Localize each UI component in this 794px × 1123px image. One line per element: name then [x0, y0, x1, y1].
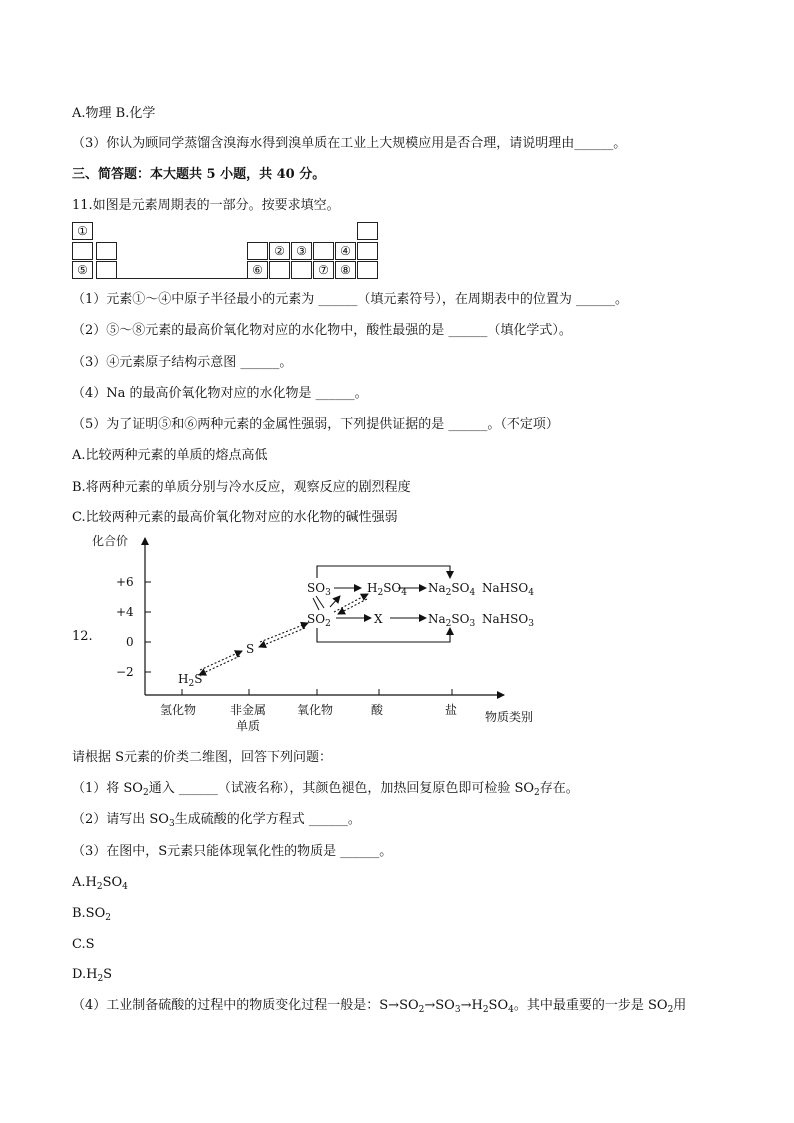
q11-sub4: （4）Na 的最高价氧化物对应的水化物是 ______。 — [72, 386, 368, 401]
q11-option-c: C.比较两种元素的最高价氧化物对应的水化物的碱性强弱 — [72, 510, 398, 525]
bracket-so3-na2so4 — [317, 566, 450, 578]
q12-sub3: （3）在图中，S元素只能体现氧化性的物质是 ______。 — [72, 844, 393, 859]
dashed-so2-s — [259, 628, 305, 647]
y-tick-label-plus4: +4 — [116, 605, 134, 619]
q12-option-c: C.S — [72, 937, 95, 952]
species-na2so4: $Na_2SO_4$ — [428, 581, 476, 598]
x-tick-label-acid: 酸 — [371, 703, 384, 717]
table-cell-empty — [269, 261, 290, 279]
table-cell-empty — [357, 222, 378, 240]
q12-intro: 请根据 S元素的价类二维图，回答下列问题： — [72, 750, 333, 765]
table-cell-empty — [96, 261, 117, 279]
q12-option-a: $A.H_2SO_4$ — [72, 875, 128, 892]
species-h2so4: $H_2SO_4$ — [367, 581, 407, 598]
table-cell-5: ⑤ — [72, 261, 93, 279]
previous-question-options: A.物理 B.化学 — [72, 106, 156, 121]
x-tick-label-elemental: 单质 — [236, 719, 261, 733]
table-cell-7: ⑦ — [313, 261, 334, 279]
table-cell-empty — [357, 261, 378, 279]
q11-sub3: （3）④元素原子结构示意图 ______。 — [72, 355, 293, 370]
dashed-h2so4-so2 — [338, 599, 367, 614]
question-11-stem: 11.如图是元素周期表的一部分。按要求填空。 — [72, 198, 340, 213]
table-cell-empty — [291, 261, 312, 279]
q11-sub1: （1）元素①～④中原子半径最小的元素为 ______（填元素符号），在周期表中的位置为 ______。 — [72, 292, 629, 307]
table-cell-3: ③ — [291, 242, 312, 260]
species-nahso4: NaHSO$_4$ — [482, 581, 534, 598]
q12-sub4: （4）工业制备硫酸的过程中的物质变化过程一般是：$S\to SO_2\to SO_3\to H_2SO_4$。其中最重要的一步是 $SO_2$用 — [72, 998, 687, 1015]
y-tick-label-zero: 0 — [126, 635, 134, 649]
dashed-s-h2s — [199, 656, 240, 675]
bracket-so2-na2so3 — [317, 628, 450, 642]
table-cell-empty — [357, 242, 378, 260]
table-gap-line — [116, 278, 248, 279]
x-tick-label-salt: 盐 — [445, 703, 458, 717]
y-axis-title: 化合价 — [92, 534, 129, 548]
table-cell-empty — [96, 242, 117, 260]
species-s: S — [246, 642, 255, 656]
x-tick-label-nonmetal: 非金属 — [230, 703, 267, 717]
periodic-table-fragment — [72, 222, 382, 280]
table-cell-empty — [247, 242, 268, 260]
table-cell-1: ① — [72, 222, 93, 240]
x-tick-label-hydride: 氢化物 — [160, 703, 197, 717]
table-cell-2: ② — [269, 242, 290, 260]
species-h2s: $H_2S$ — [178, 672, 203, 689]
y-tick-label-minus2: −2 — [116, 665, 134, 679]
x-axis-title: 物质类别 — [485, 710, 534, 724]
arrow-so2-so3 — [330, 596, 340, 607]
q12-sub1: （1）将 $SO_2$通入 ______（试液名称），其颜色褪色，加热回复原色即可检验 $SO_2$存在。 — [72, 781, 579, 798]
q12-option-d: $D.H_2S$ — [72, 967, 113, 984]
question-3-bromine: （3）你认为顾同学蒸馏含溴海水得到溴单质在工业上大规模应用是否合理，请说明理由______。 — [72, 136, 627, 151]
q11-option-a: A.比较两种元素的单质的熔点高低 — [72, 448, 268, 463]
species-nahso3: NaHSO$_3$ — [482, 612, 534, 629]
table-cell-empty — [313, 242, 334, 260]
table-cell-empty — [72, 242, 93, 260]
species-so2: $SO_2$ — [307, 612, 331, 629]
species-x: X — [374, 612, 383, 626]
dashed-s-so2 — [260, 623, 308, 642]
species-na2so3: $Na_2SO_3$ — [428, 612, 476, 629]
sulfur-valence-class-diagram — [72, 532, 542, 737]
section-header: 三、简答题：本大题共 5 小题，共 40 分。 — [72, 167, 326, 182]
q12-option-b: $B.SO_2$ — [72, 906, 111, 923]
x-tick-label-oxide: 氧化物 — [297, 703, 334, 717]
q11-sub2: （2）⑤～⑧元素的最高价氧化物对应的水化物中，酸性最强的是 ______（填化学式）。 — [72, 323, 572, 338]
y-tick-label-plus6: +6 — [116, 575, 134, 589]
table-cell-8: ⑧ — [335, 261, 356, 279]
q11-option-b: B.将两种元素的单质分别与冷水反应，观察反应的剧烈程度 — [72, 480, 411, 495]
question-12-number: 12. — [72, 629, 93, 644]
q12-sub2: （2）请写出 $SO_3$生成硫酸的化学方程式 ______。 — [72, 812, 361, 829]
dashed-h2s-s — [200, 651, 242, 670]
q11-sub5: （5）为了证明⑤和⑥两种元素的金属性强弱，下列提供证据的是 ______。（不定项） — [72, 417, 559, 432]
table-cell-4: ④ — [335, 242, 356, 260]
table-cell-6: ⑥ — [247, 261, 268, 279]
species-so3: $SO_3$ — [307, 581, 331, 598]
